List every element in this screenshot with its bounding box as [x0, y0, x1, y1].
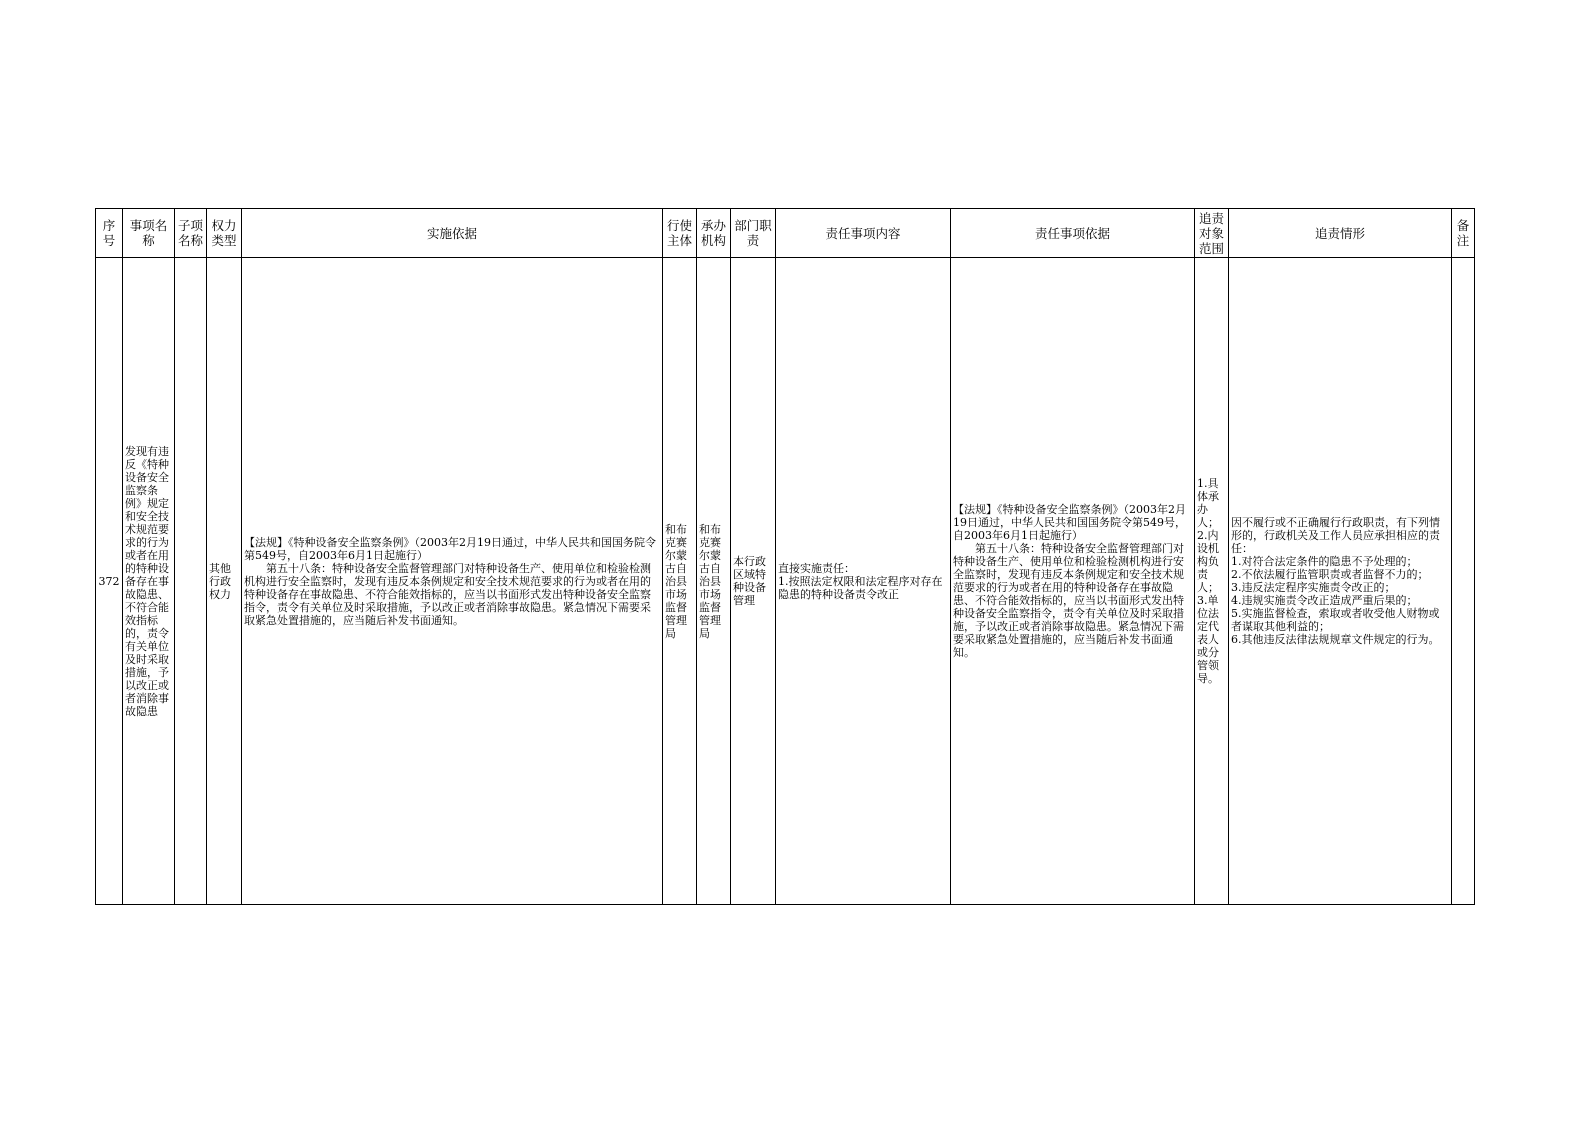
cell-resp-basis	[951, 258, 1195, 905]
header-subject: 行使主体	[663, 209, 697, 258]
resp-basis-title: 【法规】《特种设备安全监察条例》（2003年2月19日通过，中华人民共和国国务院令第549号，自2003年6月1日起施行）	[953, 503, 1186, 542]
header-row	[96, 209, 1475, 258]
cell-power-type: 其他行政权力	[207, 258, 242, 905]
cell-seq: 372	[96, 258, 123, 905]
header-handler: 承办机构	[697, 209, 731, 258]
header-sub-name: 子项名称	[175, 209, 207, 258]
header-seq: 序号	[96, 209, 123, 258]
cell-subject: 和布克赛尔蒙古自治县市场监督管理局	[663, 258, 697, 905]
cell-remark	[1452, 258, 1475, 905]
cell-item-name: 发现有违反《特种设备安全监察条例》规定和安全技术规范要求的行为或者在用的特种设备存在事故隐患、不符合能效指标的，责令有关单位及时采取措施，予以改正或者消除事故隐患	[123, 258, 175, 905]
basis-body: 第五十八条：特种设备安全监督管理部门对特种设备生产、使用单位和检验检测机构进行安全监察时，发现有违反本条例规定和安全技术规范要求的行为或者在用的特种设备存在事故隐患、不符合能效指标的，应当以书面形式发出特种设备安全监察指令，责令有关单位及时采取措施，予以改正或者消除事故隐患。紧急情况下需要采取紧急处置措施的，应当随后补发书面通知。	[244, 561, 651, 627]
cell-account-case: 因不履行或不正确履行行政职责，有下列情形的，行政机关及工作人员应承担相应的责任： 1.对符合法定条件的隐患不予处理的； 2.不依法履行监管职责或者监督不力的； 3.违反法定程序实施责令改正的； 4.违规实施责令改正造成严重后果的； 5.实施监督检查，索取或者收受他人财物或者谋取其他利益的； 6.其他违反法律法规规章文件规定的行为。	[1229, 258, 1452, 905]
header-account-scope: 追责对象范围	[1195, 209, 1229, 258]
header-resp-basis: 责任事项依据	[951, 209, 1195, 258]
cell-basis	[242, 258, 663, 905]
table-row	[96, 258, 1475, 905]
header-power-type: 权力类型	[207, 209, 242, 258]
cell-dept-duty: 本行政区域特种设备管理	[731, 258, 776, 905]
header-basis: 实施依据	[242, 209, 663, 258]
header-item-name: 事项名称	[123, 209, 175, 258]
cell-handler: 和布克赛尔蒙古自治县市场监督管理局	[697, 258, 731, 905]
responsibility-table	[95, 208, 1475, 905]
cell-sub-name	[175, 258, 207, 905]
cell-account-scope: 1.具体承办人； 2.内设机构负责人； 3.单位法定代表人或分管领导。	[1195, 258, 1229, 905]
header-remark: 备注	[1452, 209, 1475, 258]
cell-resp-content: 直接实施责任： 1.按照法定权限和法定程序对存在隐患的特种设备责令改正	[776, 258, 951, 905]
basis-title: 【法规】《特种设备安全监察条例》（2003年2月19日通过，中华人民共和国国务院令第549号，自2003年6月1日起施行）	[244, 535, 656, 562]
header-resp-content: 责任事项内容	[776, 209, 951, 258]
resp-basis-body: 第五十八条：特种设备安全监督管理部门对特种设备生产、使用单位和检验检测机构进行安全监察时，发现有违反本条例规定和安全技术规范要求的行为或者在用的特种设备存在事故隐患、不符合能效指标的，应当以书面形式发出特种设备安全监察指令，责令有关单位及时采取措施，予以改正或者消除事故隐患。紧急情况下需要采取紧急处置措施的，应当随后补发书面通知。	[953, 542, 1184, 659]
header-account-case: 追责情形	[1229, 209, 1452, 258]
header-dept-duty: 部门职责	[731, 209, 776, 258]
